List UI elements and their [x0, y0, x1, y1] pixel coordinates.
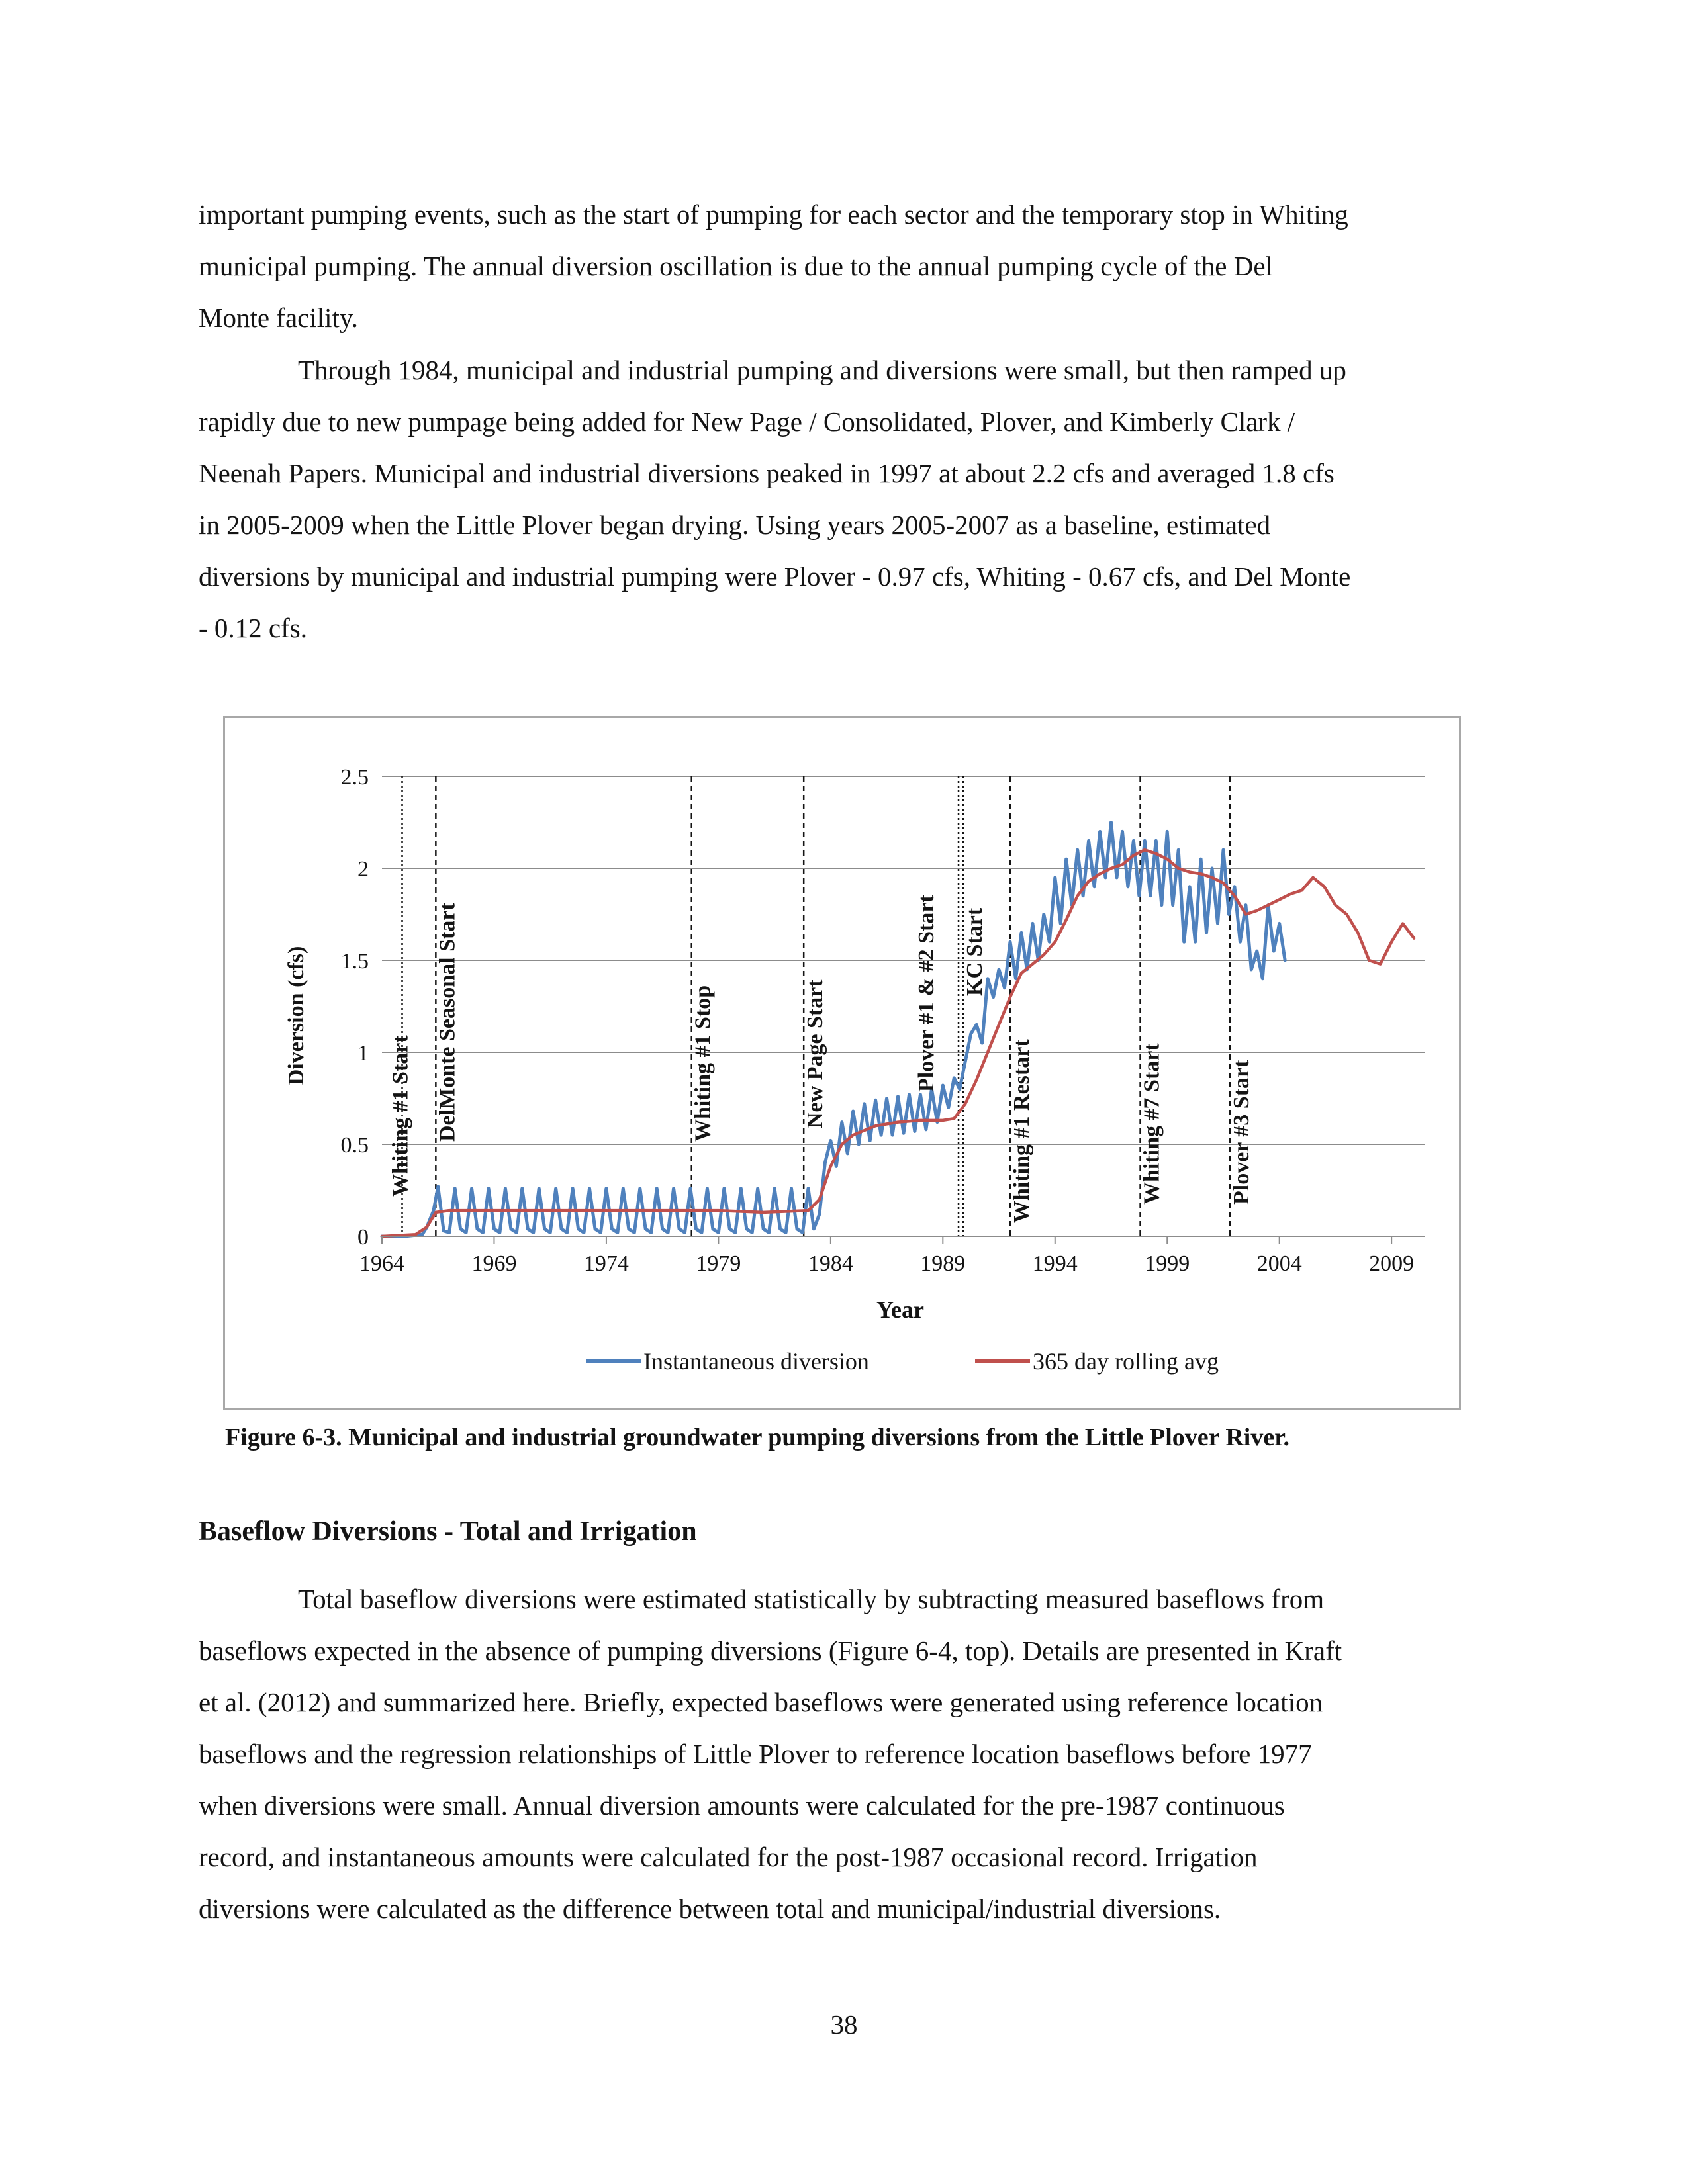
x-tick-label: 1969: [471, 1251, 517, 1276]
event-marker-label: Whiting #1 Start: [388, 1035, 413, 1197]
x-tick-label: 1964: [359, 1251, 404, 1276]
paragraph-line: diversions by municipal and industrial pumping were Plover - 0.97 cfs, Whiting - 0.67 cfs, and Del Monte: [199, 561, 1351, 592]
y-tick-label: 1.5: [340, 949, 369, 974]
section-heading: Baseflow Diversions - Total and Irrigation: [199, 1516, 697, 1547]
paragraph-line: Total baseflow diversions were estimated statistically by subtracting measured baseflows from: [298, 1584, 1325, 1614]
event-marker-label: Whiting #1 Stop: [690, 985, 716, 1142]
x-axis-title: Year: [876, 1297, 924, 1323]
x-tick-label: 1999: [1145, 1251, 1190, 1276]
paragraph-line: important pumping events, such as the start of pumping for each sector and the temporary stop in Whiting: [199, 199, 1348, 230]
event-marker-label: Whiting #1 Restart: [1009, 1039, 1034, 1223]
x-tick-label: 2009: [1369, 1251, 1415, 1276]
event-labels: [389, 895, 1254, 1223]
paragraph-line: in 2005-2009 when the Little Plover began drying. Using years 2005-2007 as a baseline, estimated: [199, 510, 1271, 540]
legend: [586, 1348, 1219, 1375]
event-marker-label: New Page Start: [803, 979, 828, 1128]
paragraph-line: Neenah Papers. Municipal and industrial diversions peaked in 1997 at about 2.2 cfs and averaged 1.8 cfs: [199, 458, 1335, 488]
paragraph-line: diversions were calculated as the difference between total and municipal/industrial diversions.: [199, 1893, 1221, 1924]
event-marker-label: DelMonte Seasonal Start: [435, 903, 460, 1142]
paragraph-line: municipal pumping. The annual diversion oscillation is due to the annual pumping cycle of the Del: [199, 251, 1273, 281]
x-tick-label: 1984: [808, 1251, 853, 1276]
y-tick-label: 2.5: [340, 765, 369, 790]
event-marker-label: Plover #1 & #2 Start: [914, 895, 939, 1092]
y-tick-label: 0.5: [340, 1133, 369, 1158]
paragraph-line: et al. (2012) and summarized here. Briefly, expected baseflows were generated using reference location: [199, 1687, 1323, 1717]
x-tick-label: 1989: [920, 1251, 966, 1276]
event-marker-label: Plover #3 Start: [1229, 1060, 1254, 1205]
page-number: 38: [830, 2009, 858, 2040]
event-marker-label: Whiting #7 Start: [1139, 1043, 1164, 1205]
paragraph-line: when diversions were small. Annual diversion amounts were calculated for the pre-1987 continuous: [199, 1790, 1285, 1821]
legend-label-rolling-avg: 365 day rolling avg: [1033, 1348, 1219, 1375]
paragraph-line: Monte facility.: [199, 302, 358, 333]
event-marker-label: KC Start: [962, 907, 987, 996]
paragraph-line: - 0.12 cfs.: [199, 613, 307, 643]
series-rolling-avg-line: [382, 850, 1414, 1236]
x-tick-label: 1994: [1032, 1251, 1078, 1276]
paragraph-line: baseflows and the regression relationships of Little Plover to reference location baseflows before 1977: [199, 1739, 1312, 1769]
paragraph-line: baseflows expected in the absence of pumping diversions (Figure 6-4, top). Details are presented in Kraft: [199, 1635, 1342, 1666]
diversion-chart: [225, 718, 1459, 1408]
y-axis-title: Diversion (cfs): [284, 946, 308, 1086]
x-tick-label: 2004: [1256, 1251, 1302, 1276]
x-tick-label: 1974: [583, 1251, 629, 1276]
legend-label-instantaneous: Instantaneous diversion: [643, 1348, 869, 1375]
paragraph-line: record, and instantaneous amounts were calculated for the post-1987 occasional record. Irrigation: [199, 1842, 1258, 1872]
figure-caption: Figure 6-3. Municipal and industrial groundwater pumping diversions from the Little Plover River.: [225, 1424, 1290, 1451]
series-layer: [382, 823, 1414, 1237]
y-tick-label: 2: [357, 857, 369, 882]
paragraph-line: Through 1984, municipal and industrial pumping and diversions were small, but then ramped up: [298, 355, 1346, 385]
y-tick-label: 1: [357, 1041, 369, 1066]
figure-frame: [223, 716, 1461, 1410]
x-tick-label: 1979: [696, 1251, 741, 1276]
grid-layer: [382, 776, 1425, 1144]
y-tick-label: 0: [357, 1225, 369, 1250]
paragraph-line: rapidly due to new pumpage being added for New Page / Consolidated, Plover, and Kimberly Clark /: [199, 406, 1295, 437]
